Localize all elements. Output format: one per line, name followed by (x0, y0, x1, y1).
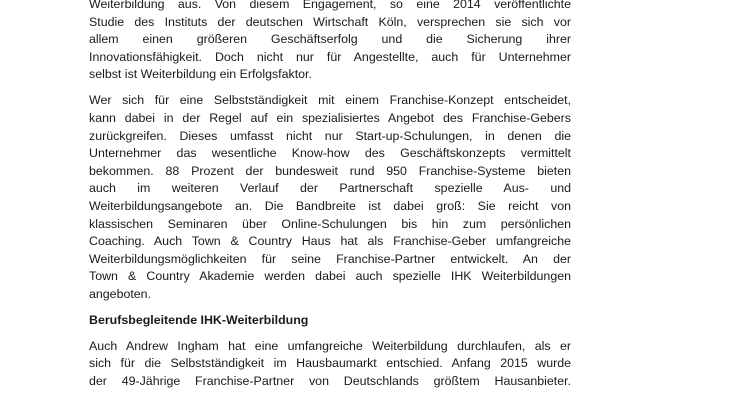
text-line: kann dabei in der Regel auf ein spezialisiertes Angebot des Franchise-Gebers (89, 110, 571, 125)
text-line: klassischen Seminaren über Online-Schulungen bis hin zum persönlichen (89, 216, 571, 231)
document-page (89, 0, 571, 399)
paragraph-intro (89, 0, 571, 84)
paragraph-franchise (89, 92, 571, 303)
paragraph-ingham (89, 338, 571, 391)
text-line: Innovationsfähigkeit. Doch nicht nur für Angestellte, auch für Unternehmer (89, 49, 571, 64)
text-line: Weiterbildungsangebote an. Die Bandbreite ist dabei groß: Sie reicht von (89, 198, 571, 213)
text-line: auch im weiteren Verlauf der Partnerschaft spezielle Aus- und (89, 181, 571, 196)
text-line: Weiterbildungsmöglichkeiten für seine Franchise-Partner entwickelt. An der (89, 251, 571, 266)
section-heading: Berufsbegleitende IHK-Weiterbildung (89, 312, 309, 327)
text-line: Town & Country Akademie werden dabei auch spezielle IHK Weiterbildungen (89, 269, 571, 284)
text-line: selbst ist Weiterbildung ein Erfolgsfaktor. (89, 67, 312, 82)
text-line: Weiterbildung aus. Von diesem Engagement, so eine 2014 veröffentlichte (89, 0, 571, 11)
text-line: Coaching. Auch Town & Country Haus hat als Franchise-Geber umfangreiche (89, 234, 571, 249)
text-line: Unternehmer das wesentliche Know-how des Geschäftskonzepts vermittelt (89, 146, 571, 161)
text-line: sich für die Selbstständigkeit im Hausbaumarkt entschied. Anfang 2015 wurde (89, 356, 571, 371)
text-line: Wer sich für eine Selbstständigkeit mit einem Franchise-Konzept entscheidet, (89, 93, 571, 108)
text-line: zurückgreifen. Dieses umfasst nicht nur Start-up-Schulungen, in denen die (89, 128, 571, 143)
text-line: Studie des Instituts der deutschen Wirtschaft Köln, versprechen sie sich vor (89, 14, 571, 29)
text-line: allem einen größeren Geschäftserfolg und die Sicherung ihrer (89, 32, 571, 47)
text-line: der 49-Jährige Franchise-Partner von Deutschlands größtem Hausanbieter. (89, 374, 571, 389)
text-line: bekommen. 88 Prozent der bundesweit rund 950 Franchise-Systeme bieten (89, 163, 571, 178)
text-line: angeboten. (89, 286, 152, 301)
text-line: Auch Andrew Ingham hat eine umfangreiche Weiterbildung durchlaufen, als er (89, 338, 571, 353)
